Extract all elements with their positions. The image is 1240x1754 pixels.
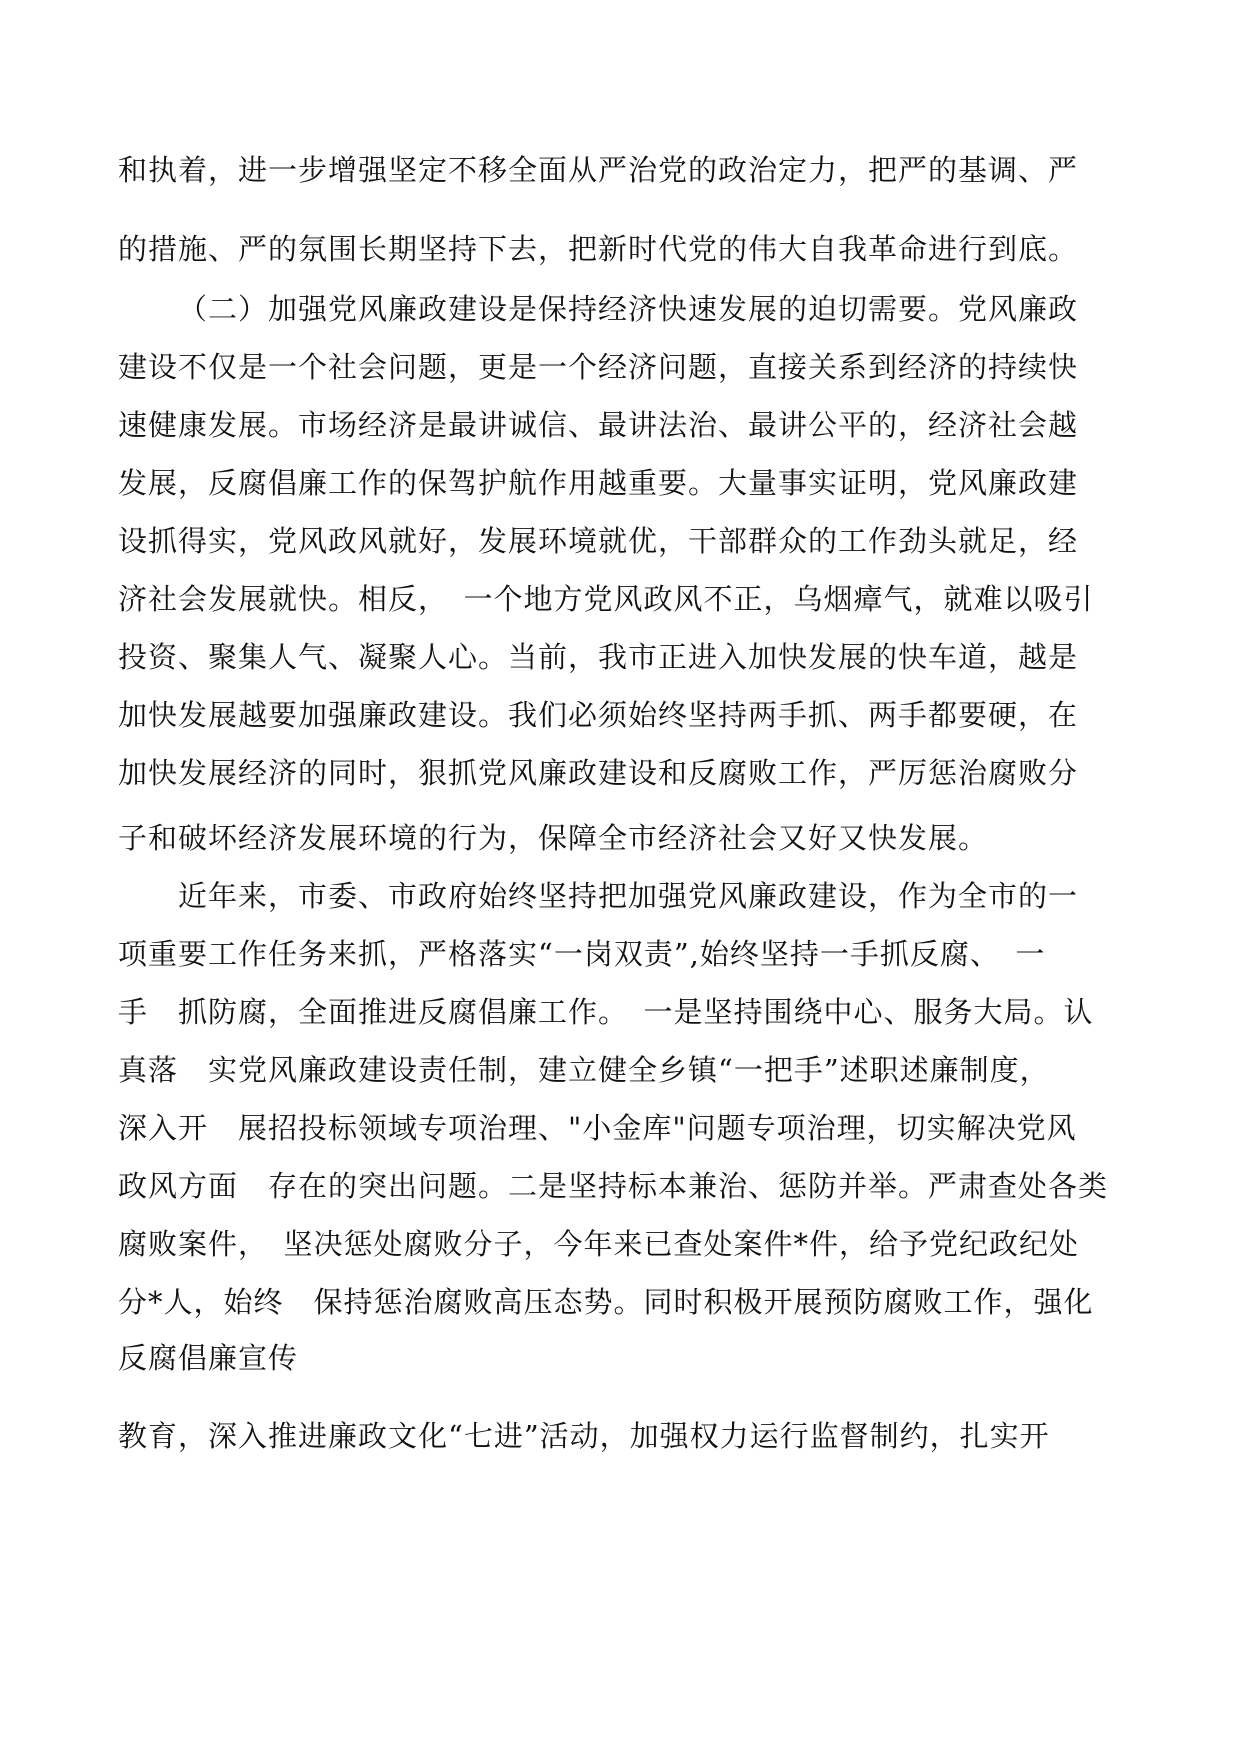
text-line: 和执着，进一步增强坚定不移全面从严治党的政治定力，把严的基调、严 bbox=[118, 153, 1079, 187]
paragraph-start-line: 近年来，市委、市政府始终坚持把加强党风廉政建设，作为全市的一 bbox=[178, 879, 1079, 913]
text-line: 项重要工作任务来抓，严格落实“一岗双责”,始终坚持一手抓反腐、 一 bbox=[118, 937, 1046, 971]
text-line: 教育，深入推进廉政文化“七进”活动，加强权力运行监督制约，扎实开 bbox=[118, 1419, 1050, 1453]
text-line: 子和破坏经济发展环境的行为，保障全市经济社会又好又快发展。 bbox=[118, 821, 989, 855]
text-line: 建设不仅是一个社会问题，更是一个经济问题，直接关系到经济的持续快 bbox=[118, 350, 1079, 384]
text-line: 发展，反腐倡廉工作的保驾护航作用越重要。大量事实证明，党风廉政建 bbox=[118, 466, 1079, 500]
text-line: 设抓得实，党风政风就好，发展环境就优，干部群众的工作劲头就足，经 bbox=[118, 524, 1079, 558]
text-line: 加快发展经济的同时，狠抓党风廉政建设和反腐败工作，严厉惩治腐败分 bbox=[118, 756, 1079, 790]
text-line: 政风方面 存在的突出问题。二是坚持标本兼治、惩防并举。严肃查处各类 bbox=[118, 1169, 1109, 1203]
text-line: 加快发展越要加强廉政建设。我们必须始终坚持两手抓、两手都要硬，在 bbox=[118, 698, 1079, 732]
text-line: 手 抓防腐，全面推进反腐倡廉工作。 一是坚持围绕中心、服务大局。认 bbox=[118, 995, 1094, 1029]
text-line: 真落 实党风廉政建设责任制，建立健全乡镇“一把手”述职述廉制度， bbox=[118, 1053, 1050, 1087]
text-line: 反腐倡廉宣传 bbox=[118, 1341, 299, 1375]
text-line: 深入开 展招投标领域专项治理、"小金库"问题专项治理，切实解决党风 bbox=[118, 1111, 1077, 1145]
text-line: 腐败案件， 坚决惩处腐败分子，今年来已查处案件*件，给予党纪政纪处 bbox=[118, 1227, 1080, 1261]
section-heading-line: （二）加强党风廉政建设是保持经济快速发展的迫切需要。党风廉政 bbox=[178, 292, 1079, 326]
text-line: 速健康发展。市场经济是最讲诚信、最讲法治、最讲公平的，经济社会越 bbox=[118, 408, 1079, 442]
text-line: 济社会发展就快。相反， 一个地方党风政风不正，乌烟瘴气，就难以吸引 bbox=[118, 582, 1094, 616]
text-line: 的措施、严的氛围长期坚持下去，把新时代党的伟大自我革命进行到底。 bbox=[118, 232, 1079, 266]
text-line: 分*人，始终 保持惩治腐败高压态势。同时积极开展预防腐败工作，强化 bbox=[118, 1285, 1094, 1319]
text-line: 投资、聚集人气、凝聚人心。当前，我市正进入加快发展的快车道，越是 bbox=[118, 640, 1079, 674]
